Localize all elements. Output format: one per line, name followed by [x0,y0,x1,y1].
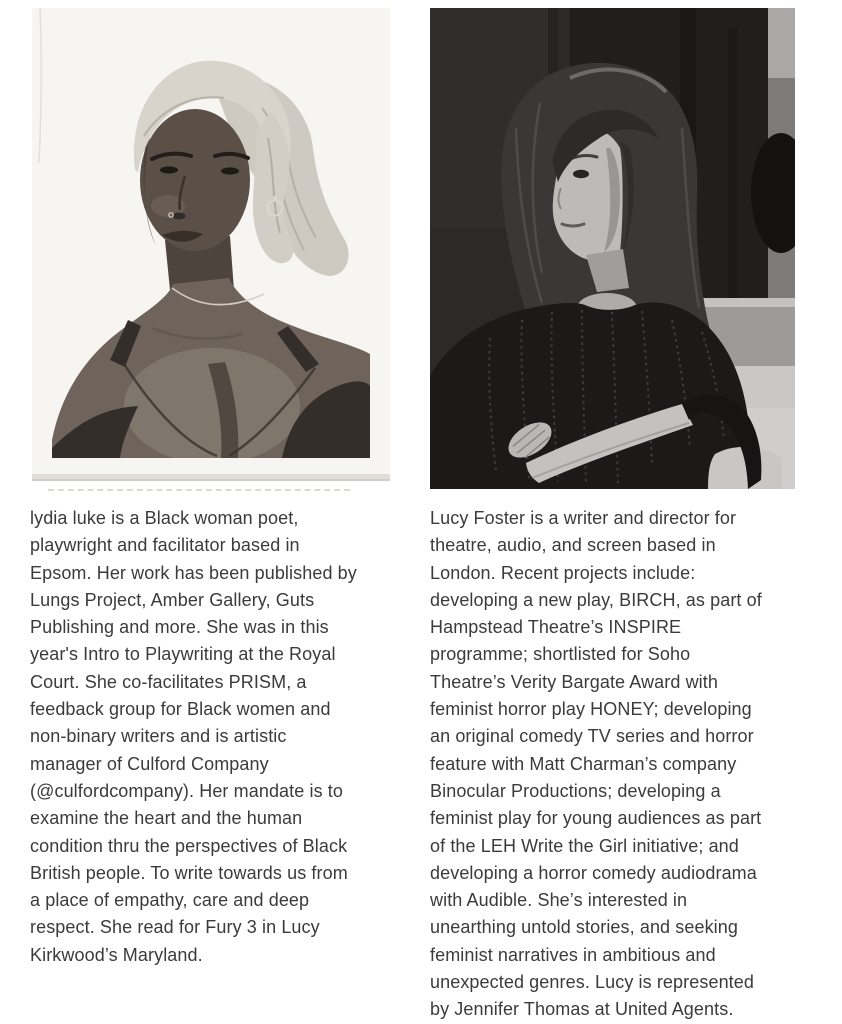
bio-line: with Audible. She’s interested in [430,890,688,911]
lucy-foster-bio [430,505,818,1024]
wall-streak-3 [728,28,738,298]
bio-line: year's Intro to Playwriting at the Royal [30,644,336,665]
bio-line: feedback group for Black women and [30,699,331,720]
bio-line: (@culfordcompany). Her mandate is to [30,780,343,801]
bio-line: Lucy Foster is a writer and director for [430,508,737,528]
lucy-foster-portrait-illustration [430,8,795,489]
bio-line: by Jennifer Thomas at United Agents. [430,999,734,1020]
scan-artifact-line [48,489,350,491]
bio-line: London. Recent projects include: [430,562,696,583]
lydia-luke-portrait-illustration [32,8,390,481]
bio-line: feature with Matt Charman’s company [430,753,737,774]
bio-line: examine the heart and the human [30,808,303,829]
bio-line: developing a horror comedy audiodrama [430,862,757,883]
right-wall-strip-top [768,8,795,78]
paper-margin [32,458,390,474]
lucy-foster-photo [430,8,795,489]
earring-post [273,196,277,200]
face [140,109,250,251]
bio-line: programme; shortlisted for Soho [430,644,691,665]
bio-line: Epsom. Her work has been published by [30,562,357,583]
bio-line: unearthing untold stories, and seeking [430,917,739,938]
lydia-luke-photo [32,8,390,481]
eye-right [221,167,239,174]
bio-line: feminist play for young audiences as part [430,808,762,829]
nostril-shade [173,213,186,220]
paper-bottom-edge [32,479,390,481]
bio-line: theatre, audio, and screen based in [430,535,716,556]
bio-line: feminist narratives in ambitious and [430,944,716,965]
bio-line: unexpected genres. Lucy is represented [430,972,755,993]
bio-line: respect. She read for Fury 3 in Lucy [30,917,320,938]
bio-line: condition thru the perspectives of Black [30,835,348,856]
bio-line: manager of Culford Company [30,753,269,774]
bio-line: Court. She co-facilitates PRISM, a [30,671,307,692]
bio-line: playwright and facilitator based in [30,535,300,556]
bio-line: Theatre’s Verity Bargate Award with [430,671,718,692]
bio-line: non-binary writers and is artistic [30,726,287,747]
eye [573,170,589,178]
bio-line: developing a new play, BIRCH, as part of [430,589,762,610]
bio-line: an original comedy TV series and horror [430,726,754,747]
bio-line: British people. To write towards us from [30,862,348,883]
bio-line: Publishing and more. She was in this [30,617,329,638]
bio-line: Binocular Productions; developing a [430,780,721,801]
bio-line: feminist horror play HONEY; developing [430,699,752,720]
eye-left [160,166,178,173]
bio-line: Lungs Project, Amber Gallery, Guts [30,589,315,610]
paper-bottom-shadow [32,474,390,479]
lydia-luke-bio [30,505,422,969]
bio-line: a place of empathy, care and deep [30,890,310,911]
bio-line: lydia luke is a Black woman poet, [30,508,299,528]
bio-line: Kirkwood’s Maryland. [30,944,203,965]
bio-line: Hampstead Theatre’s INSPIRE [430,617,682,638]
bio-line: of the LEH Write the Girl initiative; and [430,835,739,856]
